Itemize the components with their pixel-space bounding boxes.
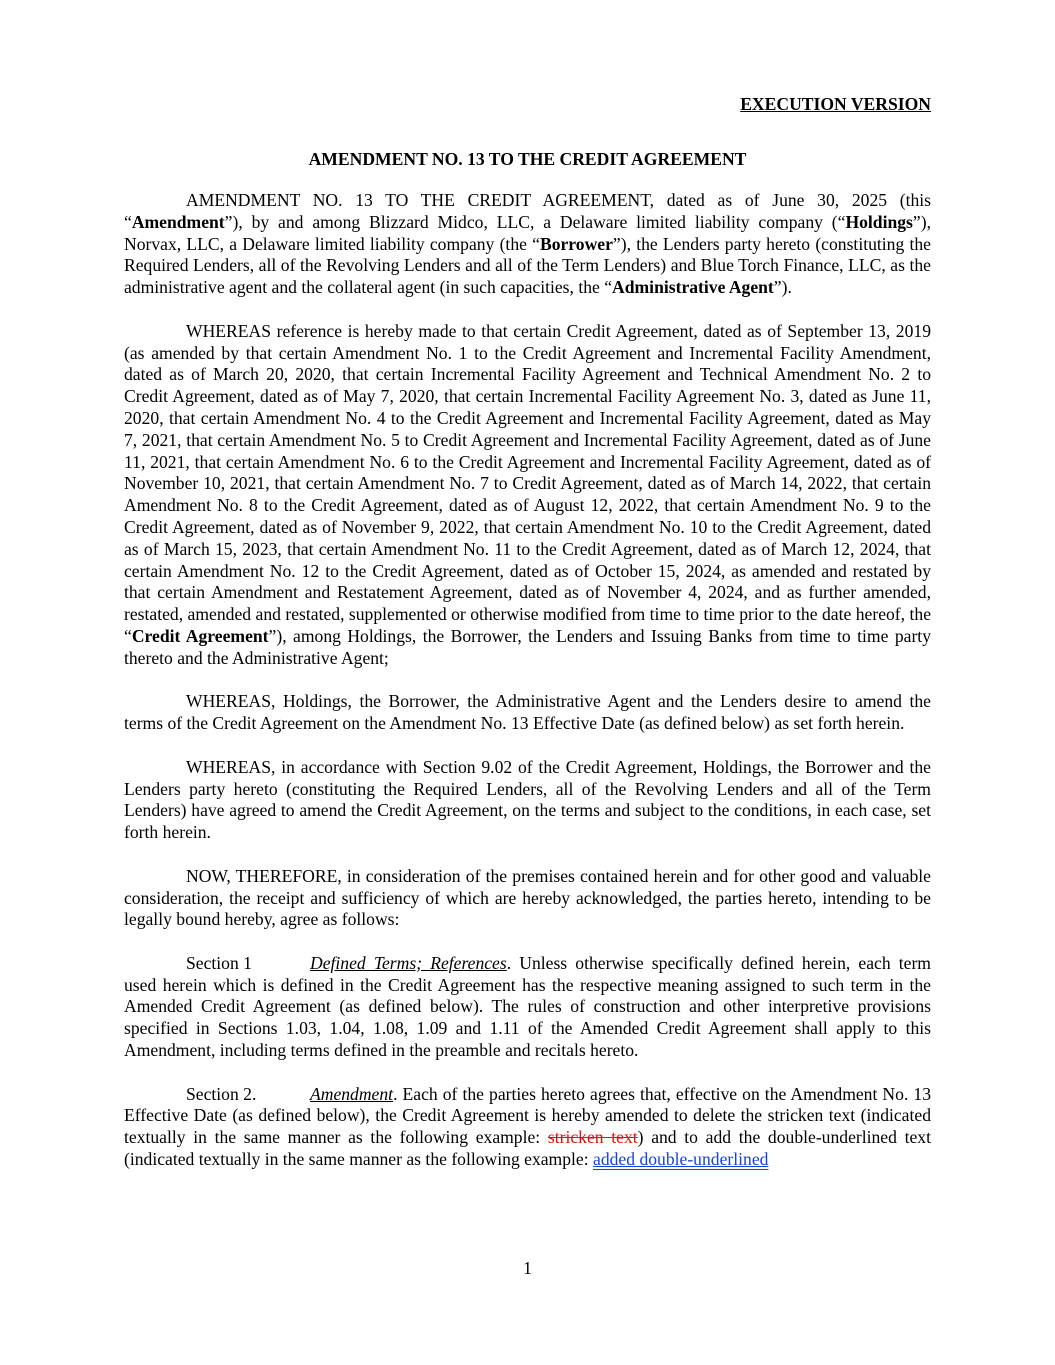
preamble-text-2: ”), by and among Blizzard Midco, LLC, a Delaware limited liability company (“	[224, 211, 846, 232]
section-1-paragraph	[124, 953, 931, 1062]
section-2-title: Amendment	[310, 1083, 394, 1104]
recital-desire-to-amend: WHEREAS, Holdings, the Borrower, the Administrative Agent and the Lenders desire to amend the terms of the Credit Agreement on the Amendment No. 13 Effective Date (as defined below) as set forth herein.	[124, 691, 931, 734]
section-1-title: Defined Terms; References	[310, 952, 507, 973]
section-1-text: . Unless otherwise specifically defined herein, each term used herein which is defined in the Credit Agreement has the respective meaning assigned to such term in the Amended Credit Agreement (as defined below). The rules of construction and other interpretive provisions specified in Sections 1.03, 1.04, 1.08, 1.09 and 1.11 of the Amended Credit Agreement shall apply to this Amendment, including terms defined in the preamble and recitals hereto.	[124, 952, 931, 1061]
document-body	[124, 190, 931, 1193]
defined-term-credit-agreement: Credit Agreement	[131, 625, 269, 646]
preamble-text-5: ”).	[773, 277, 792, 298]
document-title: AMENDMENT NO. 13 TO THE CREDIT AGREEMENT	[308, 149, 747, 169]
recital1-text-1: WHEREAS reference is hereby made to that certain Credit Agreement, dated as of September 13, 2019 (as amended by that certain Amendment No. 1 to the Credit Agreement and Incremental Facility Amendment, dated as of March 20, 2020, that certain Incremental Facility Agreement and Technical Amendment No. 2 to Credit Agreement, dated as of May 7, 2020, that certain Incremental Facility Agreement No. 3, dated as June 11, 2020, that certain Amendment No. 4 to the Credit Agreement and Incremental Facility Agreement, dated as May 7, 2021, that certain Amendment No. 5 to Credit Agreement and Incremental Facility Agreement, dated as of June 11, 2021, that certain Amendment No. 6 to the Credit Agreement and Incremental Facility Agreement, dated as of November 10, 2021, that certain Amendment No. 7 to Credit Agreement, dated as of March 14, 2022, that certain Amendment No. 8 to the Credit Agreement, dated as of August 12, 2022, that certain Amendment No. 9 to the Credit Agreement, dated as of November 9, 2022, that certain Amendment No. 10 to the Credit Agreement, dated as of March 15, 2023, that certain Amendment No. 11 to the Credit Agreement, dated as of March 12, 2024, that certain Amendment No. 12 to the Credit Agreement, dated as of October 15, 2024, as amended and restated by that certain Amendment and Restatement Agreement, dated as of November 4, 2024, and as further amended, restated, amended and restated, supplemented or otherwise modified from time to time prior to the date hereof, the “	[124, 320, 931, 646]
page-number: 1	[523, 1258, 532, 1278]
section-1-number: Section 1	[186, 952, 252, 973]
section-2-text-1: . Each of the parties hereto agrees that, effective on the Amendment No. 13 Effective Date (as defined below), the Credit Agreement is hereby amended to delete the stricken text (indicated textually in the same manner as the following example:	[124, 1083, 931, 1148]
section-2-text-2: ) and to add the double-underlined text (indicated textually in the same manner as the following example:	[124, 1127, 931, 1170]
section-2-number: Section 2.	[186, 1083, 257, 1104]
preamble-text-1: AMENDMENT NO. 13 TO THE CREDIT AGREEMENT, dated as of June 30, 2025 (this “	[124, 190, 931, 232]
preamble-text-3: ”), Norvax, LLC, a Delaware limited liability company (the “	[124, 211, 931, 254]
recital-credit-agreement	[124, 321, 931, 670]
added-text-example: added double-underlined	[593, 1149, 769, 1170]
section-2-paragraph	[124, 1084, 931, 1171]
stricken-text-example: stricken text	[547, 1127, 638, 1148]
recital-section-902: WHEREAS, in accordance with Section 9.02 of the Credit Agreement, Holdings, the Borrower and the Lenders party hereto (constituting the Required Lenders, all of the Revolving Lenders and all of the Term Lenders) have agreed to amend the Credit Agreement, on the terms and subject to the conditions, in each case, set forth herein.	[124, 756, 931, 843]
defined-term-amendment: Amendment	[131, 211, 225, 232]
defined-term-holdings: Holdings	[845, 211, 913, 232]
now-therefore-paragraph: NOW, THEREFORE, in consideration of the premises contained herein and for other good and valuable consideration, the receipt and sufficiency of which are hereby acknowledged, the parties hereto, intending to be legally bound hereby, agree as follows:	[124, 865, 931, 930]
preamble-paragraph	[124, 190, 931, 299]
defined-term-administrative-agent: Administrative Agent	[612, 277, 774, 298]
execution-version-label: EXECUTION VERSION	[740, 94, 931, 114]
preamble-text-4: ”), the Lenders party hereto (constituting the Required Lenders, all of the Revolving Lenders and all of the Term Lenders) and Blue Torch Finance, LLC, as the administrative agent and the collateral agent (in such capacities, the “	[124, 233, 931, 298]
recital1-text-2: ”), among Holdings, the Borrower, the Lenders and Issuing Banks from time to time party thereto and the Administrative Agent;	[124, 625, 931, 668]
defined-term-borrower: Borrower	[539, 233, 613, 254]
